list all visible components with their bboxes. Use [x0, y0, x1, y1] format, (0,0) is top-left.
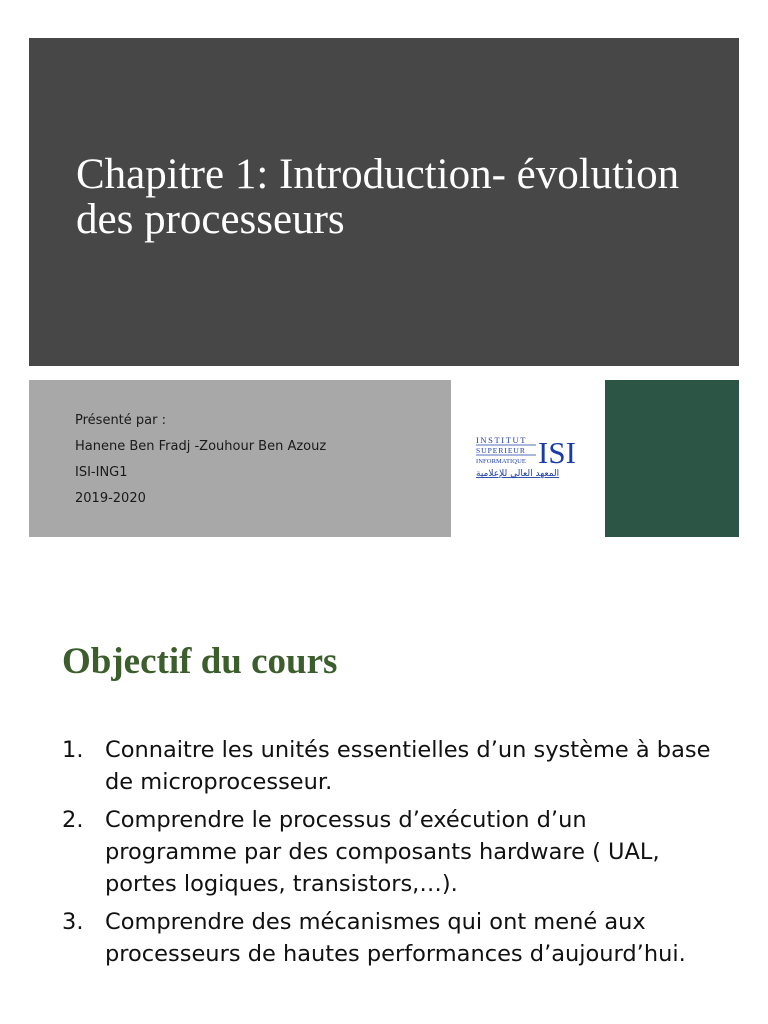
list-item — [62, 906, 722, 970]
logo-line3: INFORMATIQUE — [476, 458, 526, 465]
presenter-names: Hanene Ben Fradj -Zouhour Ben Azouz — [75, 439, 327, 454]
list-item-number: 3. — [62, 909, 84, 935]
presenter-info — [75, 408, 326, 512]
logo-arabic: المعهد العالي للإعلامية — [476, 469, 560, 479]
presenter-year: 2019-2020 — [75, 491, 146, 506]
objectives-list — [62, 734, 722, 976]
list-item-number: 2. — [62, 807, 84, 833]
list-item-text: Connaitre les unités essentielles d’un système à base de microprocesseur. — [105, 737, 711, 795]
isi-logo — [474, 432, 586, 482]
list-item-text: Comprendre le processus d’exécution d’un programme par des composants hardware ( UAL, portes logiques, transistors,…). — [105, 807, 660, 897]
list-item-text: Comprendre des mécanismes qui ont mené aux processeurs de hautes performances d’aujourd’hui. — [105, 909, 686, 967]
presenter-label: Présenté par : — [75, 413, 166, 428]
list-item-number: 1. — [62, 737, 84, 763]
section-heading: Objectif du cours — [62, 641, 338, 682]
isi-logo-graphic — [474, 432, 586, 482]
accent-green-block — [605, 380, 739, 537]
slide-title: Chapitre 1: Introduction- évolution des processeurs — [76, 151, 680, 243]
logo-line1: INSTITUT — [476, 435, 528, 445]
presenter-panel — [29, 380, 451, 537]
list-item — [62, 804, 722, 900]
list-item — [62, 734, 722, 798]
title-banner — [29, 38, 739, 366]
logo-line2: SUPERIEUR — [476, 446, 526, 455]
logo-acronym: ISI — [538, 435, 576, 470]
presenter-class: ISI-ING1 — [75, 465, 128, 480]
